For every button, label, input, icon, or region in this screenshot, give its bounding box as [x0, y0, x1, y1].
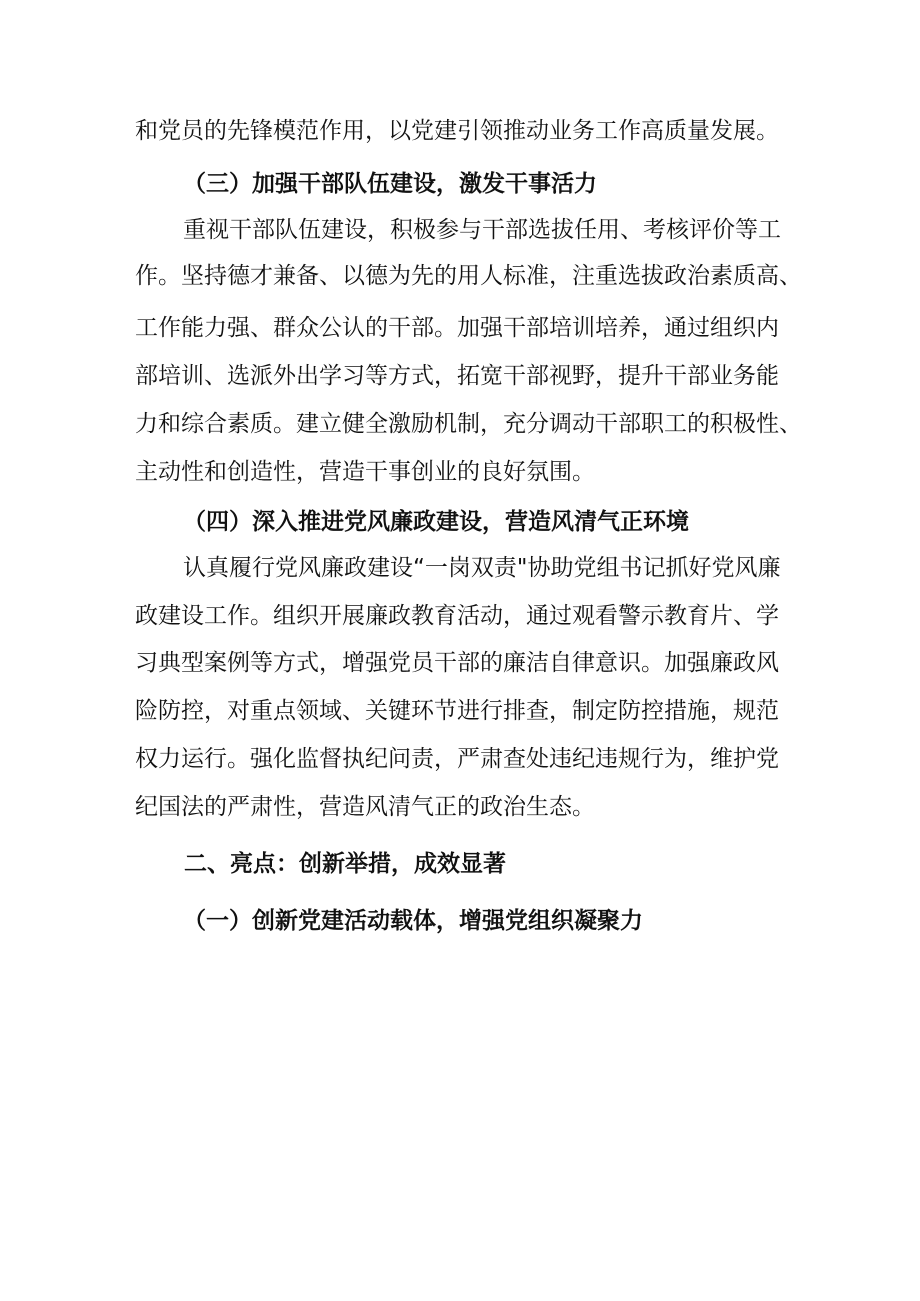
subsection-heading-2-1: （一）创新党建活动载体，增强党组织凝聚力: [183, 908, 643, 934]
paragraph-line: 和党员的先锋模范作用，以党建引领推动业务工作高质量发展。: [135, 118, 779, 144]
paragraph-line: 习典型案例等方式，增强党员干部的廉洁自律意识。加强廉政风: [135, 650, 779, 676]
paragraph-line: 纪国法的严肃性，营造风清气正的政治生态。: [135, 794, 595, 820]
paragraph-line: 作。坚持德才兼备、以德为先的用人标准，注重选拔政治素质高、: [135, 263, 802, 289]
section-heading-2: 二、亮点：创新举措，成效显著: [184, 851, 506, 877]
paragraph-line: 力和综合素质。建立健全激励机制，充分调动干部职工的积极性、: [135, 411, 802, 437]
subsection-heading-3: （三）加强干部队伍建设，激发干事活力: [183, 171, 597, 197]
paragraph-line: 政建设工作。组织开展廉政教育活动，通过观看警示教育片、学: [135, 603, 779, 629]
paragraph-line: 工作能力强、群众公认的干部。加强干部培训培养，通过组织内: [135, 315, 779, 341]
paragraph-line: 险防控，对重点领域、关键环节进行排查，制定防控措施，规范: [135, 698, 779, 724]
paragraph-line: 重视干部队伍建设，积极参与干部选拔任用、考核评价等工: [183, 217, 781, 243]
paragraph-line: 主动性和创造性，营造干事创业的良好氛围。: [135, 459, 595, 485]
paragraph-line: 部培训、选派外出学习等方式，拓宽干部视野，提升干部业务能: [135, 363, 779, 389]
paragraph-line: 认真履行党风廉政建设“一岗双责"协助党组书记抓好党风廉: [183, 555, 781, 581]
subsection-heading-4: （四）深入推进党风廉政建设，营造风清气正环境: [183, 509, 689, 535]
paragraph-line: 权力运行。强化监督执纪问责，严肃查处违纪违规行为，维护党: [135, 746, 779, 772]
